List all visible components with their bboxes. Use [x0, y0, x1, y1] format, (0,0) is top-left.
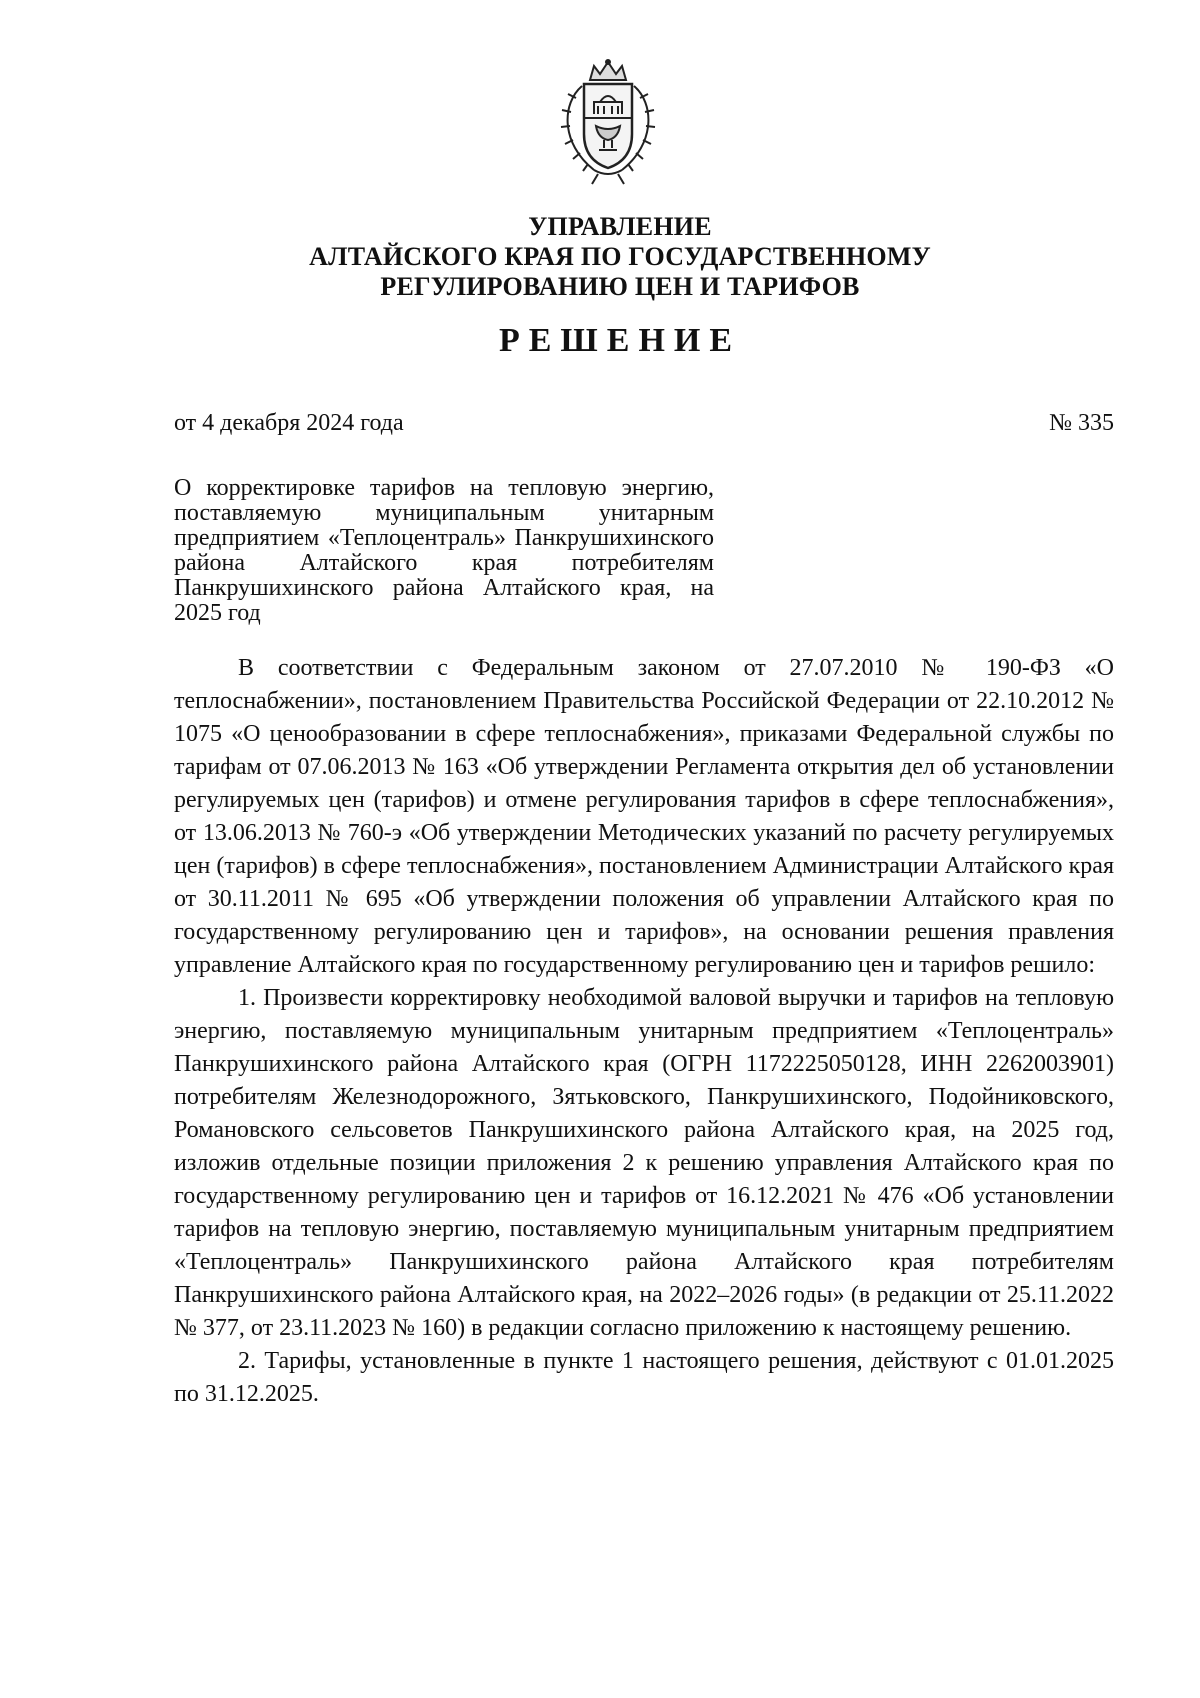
- issuing-authority: [0, 212, 1200, 302]
- altai-krai-coat-of-arms-icon: [552, 58, 664, 186]
- authority-line-1: УПРАВЛЕНИЕ: [528, 212, 712, 241]
- preamble-paragraph: В соответствии с Федеральным законом от 27.07.2010 № 190-ФЗ «О теплоснабжении», постановлением Правительства Российской Федерации от 22.10.2012 № 1075 «О ценообразовании в сфере теплоснабжения», приказами Федеральной службы по тарифам от 07.06.2013 № 163 «Об утверждении Регламента открытия дел об установлении регулируемых цен (тарифов) и отмене регулирования тарифов в сфере теплоснабжения», от 13.06.2013 № 760-э «Об утверждении Методических указаний по расчету регулируемых цен (тарифов) в сфере теплоснабжения», постановлением Администрации Алтайского края от 30.11.2011 № 695 «Об утверждении положения об управлении Алтайского края по государственному регулированию цен и тарифов», на основании решения правления управление Алтайского края по государственному регулированию цен и тарифов решило:: [174, 655, 1114, 978]
- authority-line-2: АЛТАЙСКОГО КРАЯ ПО ГОСУДАРСТВЕННОМУ: [309, 242, 931, 271]
- item-1-paragraph: 1. Произвести корректировку необходимой валовой выручки и тарифов на тепловую энергию, поставляемую муниципальным унитарным предприятием «Теплоцентраль» Панкрушихинского района Алтайского края (ОГРН 1172225050128, ИНН 2262003901) потребителям Железнодорожного, Зятьковского, Панкрушихинского, Подойниковского, Романовского сельсоветов Панкрушихинского района Алтайского края, на 2025 год, изложив отдельные позиции приложения 2 к решению управления Алтайского края по государственному регулированию цен и тарифов от 16.12.2021 № 476 «Об установлении тарифов на тепловую энергию, поставляемую муниципальным унитарным предприятием «Теплоцентраль» Панкрушихинского района Алтайского края потребителям Панкрушихинского района Алтайского края, на 2022–2026 годы» (в редакции от 25.11.2022 № 377, от 23.11.2023 № 160) в редакции согласно приложению к настоящему решению.: [174, 985, 1114, 1341]
- document-body: [174, 652, 1114, 1411]
- authority-line-3: РЕГУЛИРОВАНИЮ ЦЕН И ТАРИФОВ: [380, 272, 860, 301]
- document-number: № 335: [1049, 410, 1114, 436]
- item-2-paragraph: 2. Тарифы, установленные в пункте 1 настоящего решения, действуют с 01.01.2025 по 31.12.2025.: [174, 1348, 1114, 1407]
- document-title: РЕШЕНИЕ: [498, 322, 742, 359]
- document-date: от 4 декабря 2024 года: [174, 410, 404, 436]
- document-subject: О корректировке тарифов на тепловую энергию, поставляемую муниципальным унитарным предприятием «Теплоцентраль» Панкрушихинского района Алтайского края потребителям Панкрушихинского района Алтайского края, на 2025 год: [174, 475, 714, 626]
